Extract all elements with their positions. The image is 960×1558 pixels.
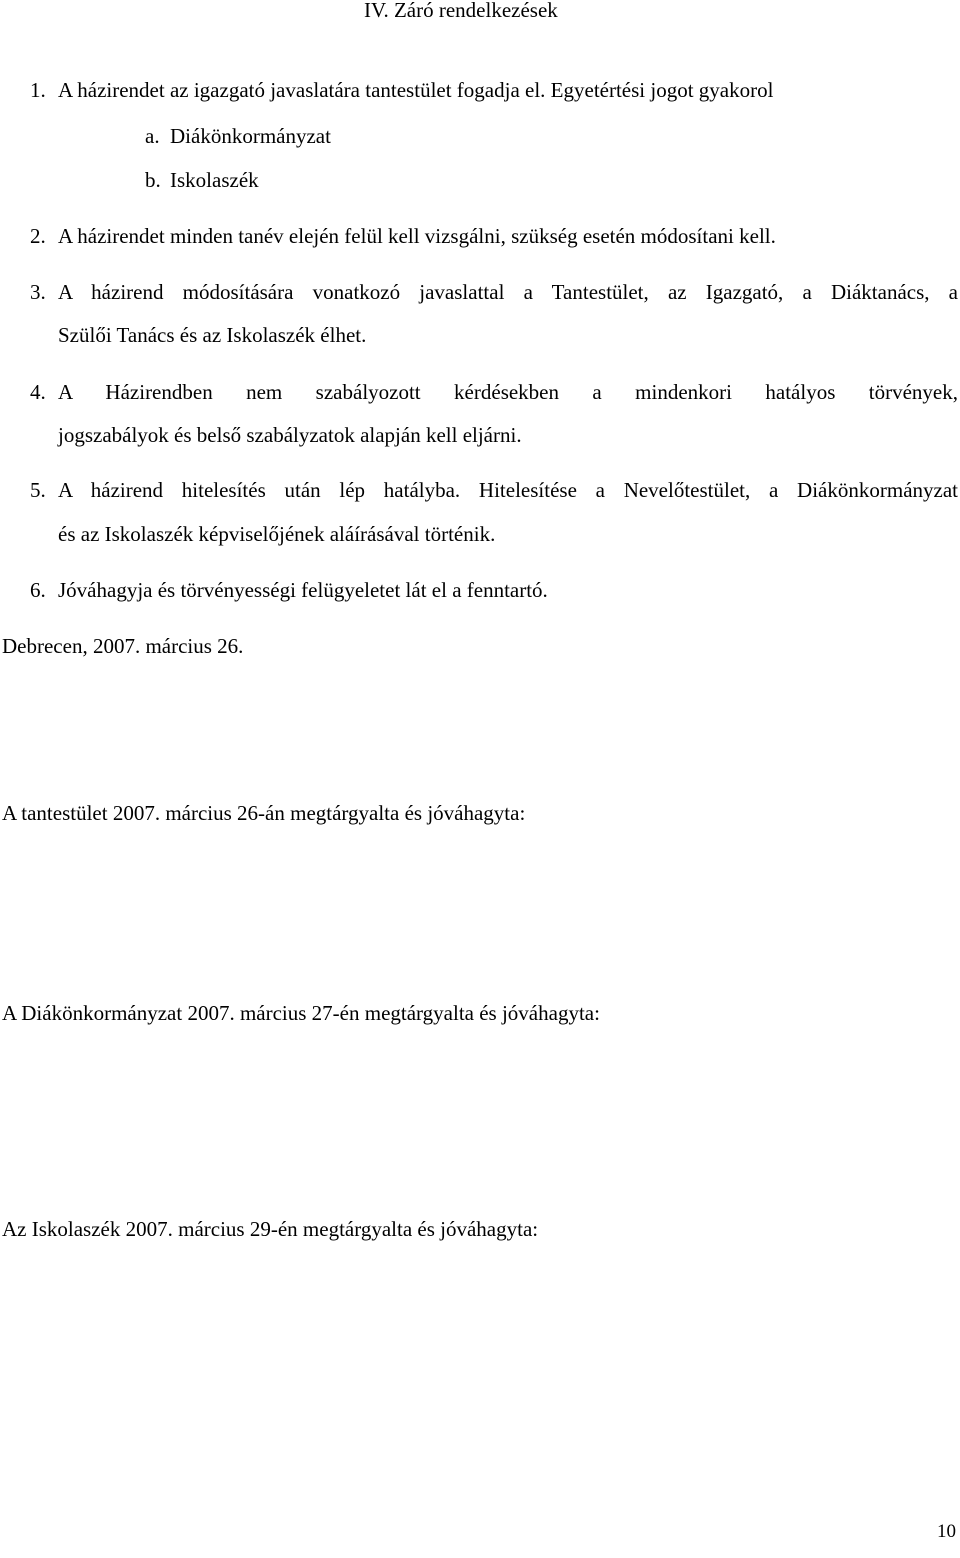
sub-item-label: a. xyxy=(145,124,160,148)
sub-item-text: Iskolaszék xyxy=(170,168,259,192)
item-number: 4. xyxy=(30,380,46,404)
section-title: IV. Záró rendelkezések xyxy=(364,0,558,22)
item-number: 3. xyxy=(30,280,46,304)
approval-iskolaszek: Az Iskolaszék 2007. március 29-én megtárgyalta és jóváhagyta: xyxy=(2,1217,539,1241)
item-text-continuation: Szülői Tanács és az Iskolaszék élhet. xyxy=(58,323,367,347)
approval-diakonkormanyzat: A Diákönkormányzat 2007. március 27-én megtárgyalta és jóváhagyta: xyxy=(2,1001,600,1025)
sub-item-label: b. xyxy=(145,168,161,192)
item-number: 5. xyxy=(30,478,46,502)
item-text-continuation: jogszabályok és belső szabályzatok alapján kell eljárni. xyxy=(58,423,522,447)
item-number: 1. xyxy=(30,78,46,102)
place-date: Debrecen, 2007. március 26. xyxy=(2,634,244,658)
item-text: Jóváhagyja és törvényességi felügyeletet lát el a fenntartó. xyxy=(58,578,548,602)
item-text: A házirendet minden tanév elején felül kell vizsgálni, szükség esetén módosítani kell. xyxy=(58,224,776,248)
item-number: 6. xyxy=(30,578,46,602)
page-number: 10 xyxy=(937,1521,956,1542)
item-text: A Házirendben nem szabályozott kérdésekben a mindenkori hatályos törvények, xyxy=(58,380,958,404)
approval-tantestulet: A tantestület 2007. március 26-án megtárgyalta és jóváhagyta: xyxy=(2,801,526,825)
item-text: A házirendet az igazgató javaslatára tantestület fogadja el. Egyetértési jogot gyakorol xyxy=(58,78,774,102)
item-text: A házirend hitelesítés után lép hatályba. Hitelesítése a Nevelőtestület, a Diákönkormányzat xyxy=(58,478,958,502)
item-text-continuation: és az Iskolaszék képviselőjének aláírásával történik. xyxy=(58,522,496,546)
item-text: A házirend módosítására vonatkozó javaslattal a Tantestület, az Igazgató, a Diáktanács, a xyxy=(58,280,958,304)
item-number: 2. xyxy=(30,224,46,248)
sub-item-text: Diákönkormányzat xyxy=(170,124,331,148)
